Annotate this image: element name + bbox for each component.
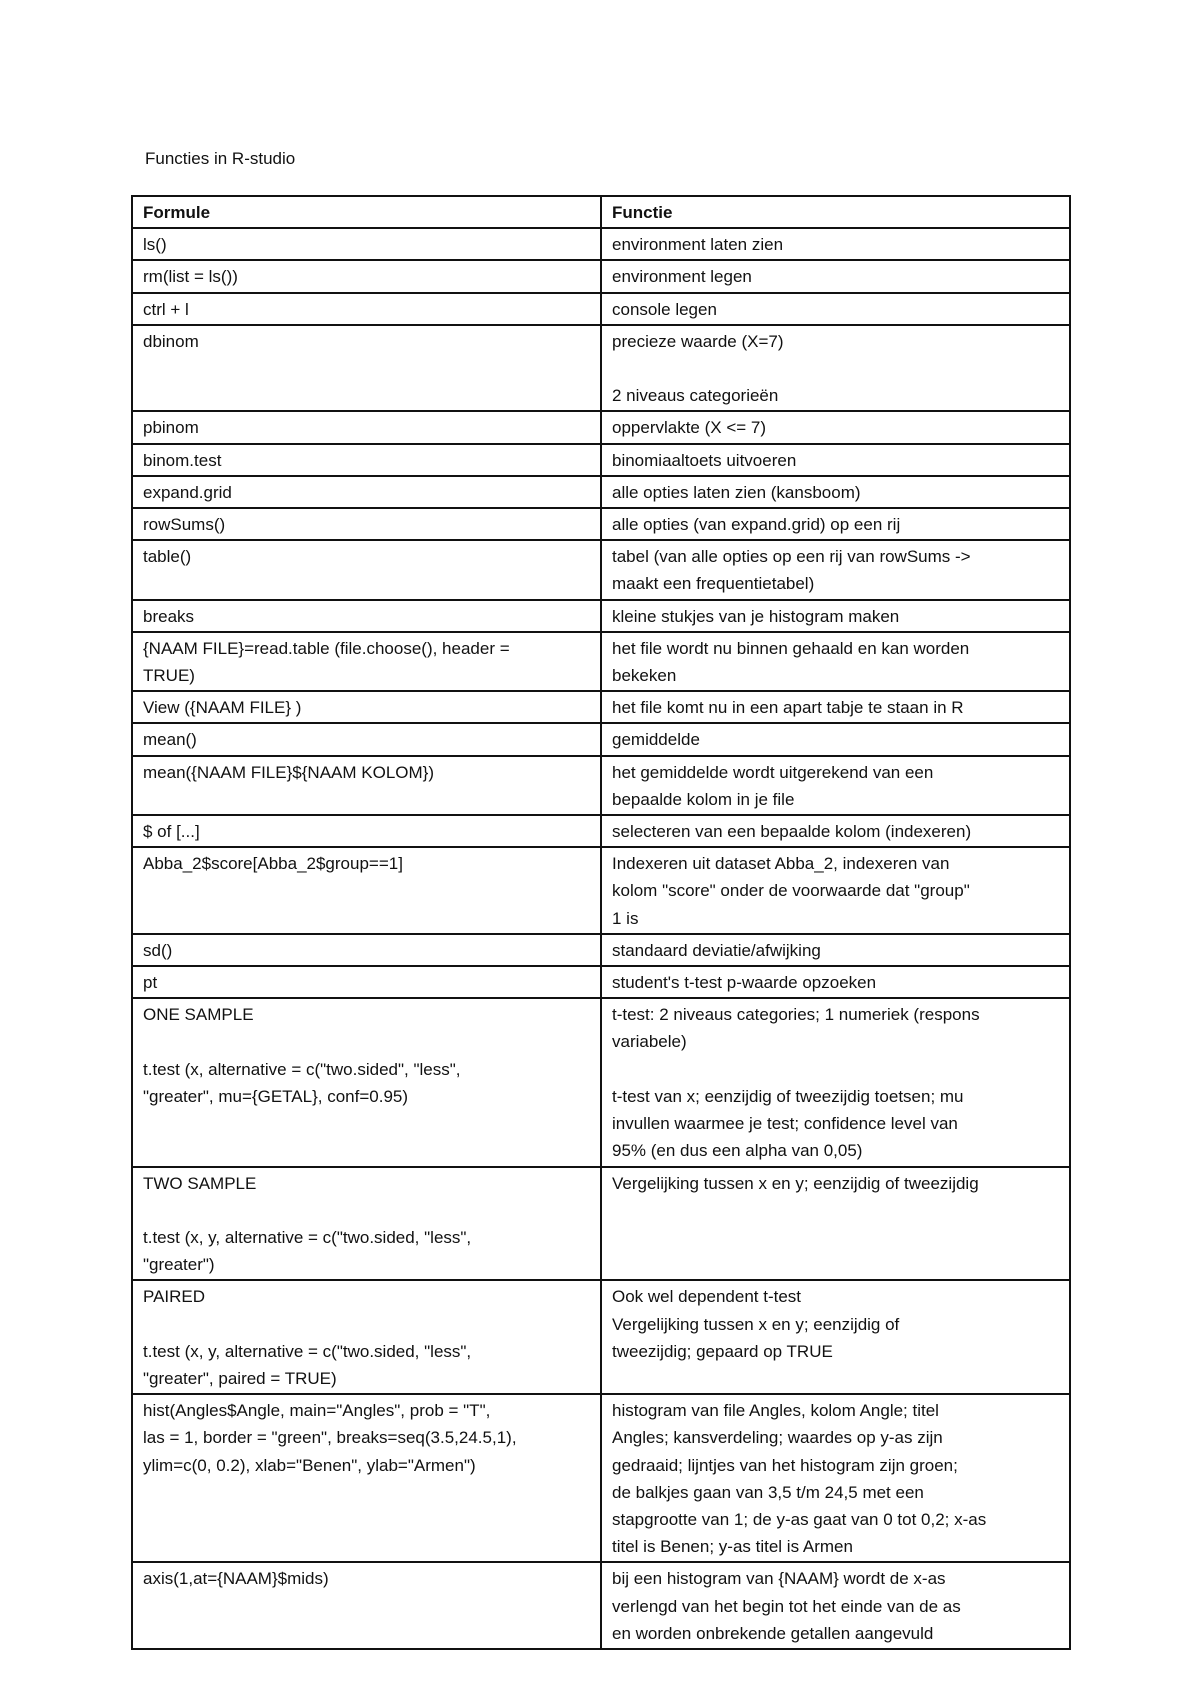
functie-cell xyxy=(601,1394,1070,1562)
functie-cell xyxy=(601,966,1070,998)
formule-cell xyxy=(132,325,601,412)
formule-cell xyxy=(132,1280,601,1394)
table-row xyxy=(132,1562,1070,1649)
table-row xyxy=(132,966,1070,998)
formule-cell xyxy=(132,444,601,476)
table-row xyxy=(132,508,1070,540)
functie-cell-text: bij een histogram van {NAAM} wordt de x-as verlengd van het begin tot het einde van de as en worden onbrekende getallen aangevuld xyxy=(612,1569,961,1643)
formule-cell xyxy=(132,756,601,815)
formule-cell-text: table() xyxy=(143,547,192,567)
table-row xyxy=(132,723,1070,755)
formule-cell xyxy=(132,1394,601,1562)
table-row xyxy=(132,476,1070,508)
formule-cell-text: pbinom xyxy=(143,418,199,438)
table-row xyxy=(132,998,1070,1166)
formule-cell-text: rowSums() xyxy=(143,515,226,535)
functie-cell xyxy=(601,998,1070,1166)
functie-cell xyxy=(601,815,1070,847)
table-row xyxy=(132,691,1070,723)
formule-cell-text: pt xyxy=(143,973,158,993)
formule-cell xyxy=(132,691,601,723)
formule-cell-text: ONE SAMPLE t.test (x, alternative = c("two.sided", "less", "greater", mu={GETAL}, conf=0.95) xyxy=(143,1005,461,1106)
functie-cell-text: environment legen xyxy=(612,267,752,287)
formule-cell-text: hist(Angles$Angle, main="Angles", prob = "T", las = 1, border = "green", breaks=seq(3.5,24.5,1), ylim=c(0, 0.2), xlab="Benen", ylab="Armen") xyxy=(143,1401,517,1475)
formule-cell xyxy=(132,934,601,966)
functie-cell xyxy=(601,600,1070,632)
formule-cell-text: View ({NAAM FILE} ) xyxy=(143,698,302,718)
table-row xyxy=(132,847,1070,934)
functie-cell-text: alle opties (van expand.grid) op een rij xyxy=(612,515,901,535)
functie-cell-text: environment laten zien xyxy=(612,235,784,255)
formule-cell xyxy=(132,508,601,540)
formule-cell xyxy=(132,815,601,847)
formule-cell-text: ls() xyxy=(143,235,167,255)
table-row xyxy=(132,540,1070,599)
formule-cell xyxy=(132,228,601,260)
table-row xyxy=(132,260,1070,292)
functie-cell-text: het file wordt nu binnen gehaald en kan worden bekeken xyxy=(612,638,970,686)
table-row xyxy=(132,411,1070,443)
functie-cell-text: kleine stukjes van je histogram maken xyxy=(612,606,900,626)
formule-cell-text: sd() xyxy=(143,940,173,960)
functie-cell-text: histogram van file Angles, kolom Angle; titel Angles; kansverdeling; waardes op y-as zijn gedraaid; lijntjes van het histogram zijn groen; de balkjes gaan van 3,5 t/m 24,5 met een stapgrootte van 1; de y-as gaat van 0 tot 0,2; x-as titel is Benen; y-as titel is Armen xyxy=(612,1401,987,1557)
formule-cell xyxy=(132,293,601,325)
formule-cell xyxy=(132,600,601,632)
table-row xyxy=(132,1280,1070,1394)
formule-cell xyxy=(132,540,601,599)
formule-cell-text: PAIRED t.test (x, y, alternative = c("two.sided, "less", "greater", paired = TRUE) xyxy=(143,1287,472,1388)
functie-cell xyxy=(601,444,1070,476)
table-header-row xyxy=(132,196,1070,228)
functions-table xyxy=(131,195,1071,1650)
table-row xyxy=(132,934,1070,966)
functie-cell xyxy=(601,411,1070,443)
functie-cell-text: Ook wel dependent t-test Vergelijking tussen x en y; eenzijdig of tweezijdig; gepaard op TRUE xyxy=(612,1287,900,1361)
functie-cell-text: t-test: 2 niveaus categories; 1 numeriek (respons variabele) t-test van x; eenzijdig of tweezijdig toetsen; mu invullen waarmee je test; confidence level van 95% (en dus een alpha van 0,05) xyxy=(612,1005,980,1161)
functie-cell xyxy=(601,632,1070,691)
functie-cell-text: oppervlakte (X <= 7) xyxy=(612,418,767,438)
functie-cell xyxy=(601,723,1070,755)
table-body xyxy=(132,228,1070,1649)
functie-cell xyxy=(601,260,1070,292)
functie-cell xyxy=(601,847,1070,934)
document-title: Functies in R-studio xyxy=(145,149,296,168)
functie-cell-text: precieze waarde (X=7) 2 niveaus categorieën xyxy=(612,331,784,406)
table-row xyxy=(132,1394,1070,1562)
functie-cell xyxy=(601,293,1070,325)
formule-cell xyxy=(132,847,601,934)
table-row xyxy=(132,756,1070,815)
formule-cell-text: TWO SAMPLE t.test (x, y, alternative = c("two.sided, "less", "greater") xyxy=(143,1173,472,1275)
formule-cell-text: mean() xyxy=(143,730,197,750)
formule-cell-text: dbinom xyxy=(143,331,199,351)
table-row xyxy=(132,293,1070,325)
functie-cell xyxy=(601,228,1070,260)
formule-cell xyxy=(132,1562,601,1649)
table-row xyxy=(132,632,1070,691)
functie-cell-text: student's t-test p-waarde opzoeken xyxy=(612,973,877,993)
table-row xyxy=(132,1167,1070,1281)
functie-cell xyxy=(601,934,1070,966)
functie-cell xyxy=(601,1280,1070,1394)
functie-cell xyxy=(601,325,1070,412)
formule-cell-text: $ of [...] xyxy=(143,822,200,842)
functie-cell xyxy=(601,508,1070,540)
formule-cell-text: {NAAM FILE}=read.table (file.choose(), header = TRUE) xyxy=(143,638,510,686)
formule-cell-text: Abba_2$score[Abba_2$group==1] xyxy=(143,854,403,874)
functie-cell-text: gemiddelde xyxy=(612,730,700,750)
functie-cell-text: alle opties laten zien (kansboom) xyxy=(612,482,861,502)
functie-cell-text: binomiaaltoets uitvoeren xyxy=(612,450,797,470)
functie-cell-text: het file komt nu in een apart tabje te staan in R xyxy=(612,698,964,718)
formule-cell xyxy=(132,476,601,508)
table-row xyxy=(132,444,1070,476)
header-functie: Functie xyxy=(601,196,1070,228)
table-row xyxy=(132,600,1070,632)
table-row xyxy=(132,228,1070,260)
functie-cell-text: standaard deviatie/afwijking xyxy=(612,940,821,960)
formule-cell-text: ctrl + l xyxy=(143,299,189,319)
formule-cell-text: axis(1,at={NAAM}$mids) xyxy=(143,1569,329,1589)
functie-cell-text: console legen xyxy=(612,299,717,319)
formule-cell xyxy=(132,966,601,998)
functie-cell xyxy=(601,1562,1070,1649)
header-formule: Formule xyxy=(132,196,601,228)
formule-cell xyxy=(132,411,601,443)
formule-cell xyxy=(132,723,601,755)
table-row xyxy=(132,815,1070,847)
formule-cell-text: expand.grid xyxy=(143,482,232,502)
formule-cell-text: breaks xyxy=(143,606,195,626)
functie-cell-text: Vergelijking tussen x en y; eenzijdig of tweezijdig xyxy=(612,1173,979,1193)
formule-cell-text: mean({NAAM FILE}${NAAM KOLOM}) xyxy=(143,762,434,782)
functie-cell-text: selecteren van een bepaalde kolom (indexeren) xyxy=(612,822,972,842)
functie-cell-text: tabel (van alle opties op een rij van rowSums -> maakt een frequentietabel) xyxy=(612,547,971,594)
functie-cell xyxy=(601,756,1070,815)
formule-cell-text: rm(list = ls()) xyxy=(143,267,238,287)
table-row xyxy=(132,325,1070,412)
formule-cell xyxy=(132,1167,601,1281)
functie-cell xyxy=(601,1167,1070,1281)
formule-cell xyxy=(132,260,601,292)
functie-cell-text: het gemiddelde wordt uitgerekend van een bepaalde kolom in je file xyxy=(612,762,934,809)
formule-cell xyxy=(132,632,601,691)
functie-cell xyxy=(601,691,1070,723)
functie-cell xyxy=(601,540,1070,599)
functie-cell xyxy=(601,476,1070,508)
formule-cell-text: binom.test xyxy=(143,450,222,470)
formule-cell xyxy=(132,998,601,1166)
functie-cell-text: Indexeren uit dataset Abba_2, indexeren van kolom "score" onder de voorwaarde dat "group" 1 is xyxy=(612,854,970,928)
